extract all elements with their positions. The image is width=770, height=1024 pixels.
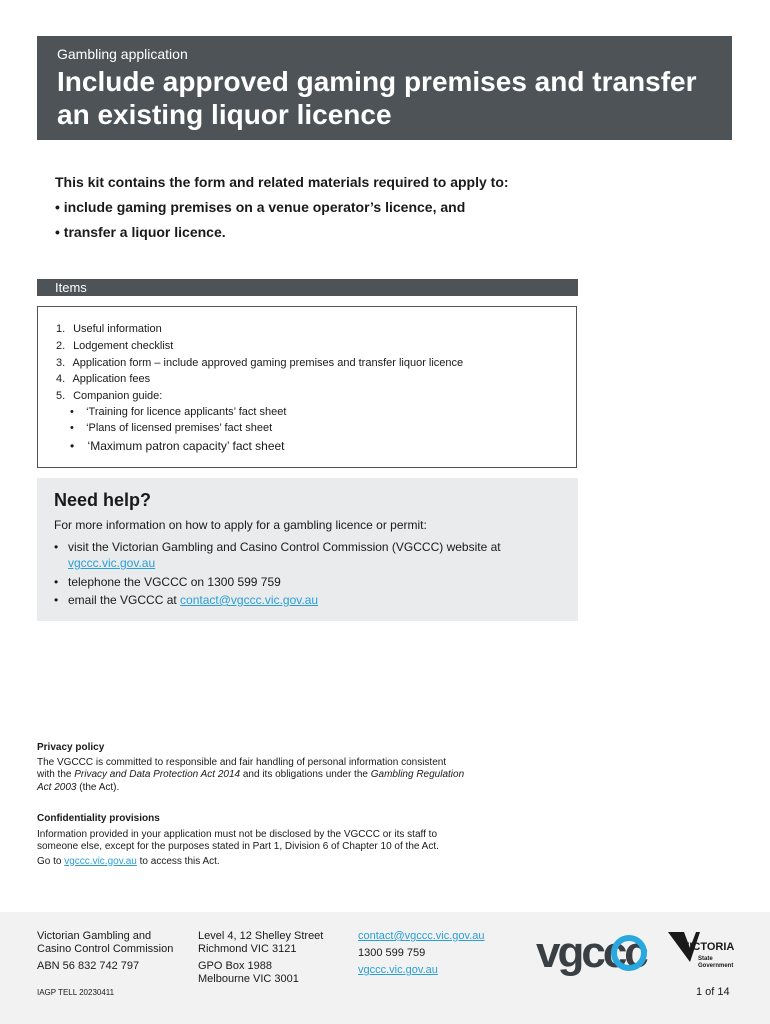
footer-email-link[interactable]: contact@vgccc.vic.gov.au xyxy=(358,930,485,942)
privacy-policy-section: Privacy policy The VGCCC is committed to responsible and fair handling of personal information consistent with the Privacy and Data Protection Act 2014 and its obligations under the Gambling Regulation Act 2003 (the Act). xyxy=(37,742,547,794)
page-number: 1 of 14 xyxy=(696,986,730,998)
svg-text:VICTORIA: VICTORIA xyxy=(682,941,735,953)
footer xyxy=(0,912,770,1024)
header-banner xyxy=(37,36,732,140)
footer-phone: 1300 599 759 xyxy=(358,947,426,959)
help-heading: Need help? xyxy=(54,490,152,510)
svg-text:Government: Government xyxy=(698,963,734,969)
intro-point-1: • include gaming premises on a venue operator’s licence, and xyxy=(55,199,466,215)
list-item: 4. Application fees xyxy=(56,373,151,385)
email-link[interactable]: contact@vgccc.vic.gov.au xyxy=(180,593,319,607)
privacy-title: Privacy policy xyxy=(37,742,105,753)
list-item: 1. Useful information xyxy=(56,323,162,335)
footer-organisation: Victorian Gambling and Casino Control Commission ABN 56 832 742 797 xyxy=(37,930,174,972)
footer-address: Level 4, 12 Shelley Street Richmond VIC 3121 GPO Box 1988 Melbourne VIC 3001 xyxy=(198,930,324,985)
items-list xyxy=(37,306,577,468)
list-item: 5. Companion guide: xyxy=(56,390,163,402)
sub-list-item: • ‘Plans of licensed premises’ fact sheet xyxy=(70,422,273,434)
list-item: 2. Lodgement checklist xyxy=(56,340,174,352)
sub-list-item: • ‘Maximum patron capacity’ fact sheet xyxy=(70,439,285,453)
list-item: 3. Application form – include approved gaming premises and transfer liquor licence xyxy=(56,357,464,369)
svg-text:State: State xyxy=(698,956,713,962)
footer-web-link[interactable]: vgccc.vic.gov.au xyxy=(358,964,438,976)
intro-lead: This kit contains the form and related materials required to apply to: xyxy=(55,174,509,190)
intro-point-2: • transfer a liquor licence. xyxy=(55,224,226,240)
help-bullet-website: • visit the Victorian Gambling and Casino Control Commission (VGCCC) website at vgccc.vic.gov.au xyxy=(54,540,501,570)
confidentiality-section: Confidentiality provisions Information provided in your application must not be disclosed by the VGCCC or its staff to someone else, except for the purposes stated in Part 1, Division 6 of Chapter 10 of the Act. Go to vgccc.vic.gov.au to access this Act. xyxy=(37,813,547,868)
act-link[interactable]: vgccc.vic.gov.au xyxy=(64,855,137,867)
confidentiality-title: Confidentiality provisions xyxy=(37,813,160,824)
need-help-panel: Need help? For more information on how to apply for a gambling licence or permit: • visit the Victorian Gambling and Casino Control Commission (VGCCC) website at vgccc.vic.gov.au • telephone the VGCCC on 1300 599 759 • email the VGCCC at contact@vgccc.vic.gov.au xyxy=(37,478,578,621)
items-heading-bar xyxy=(37,279,578,296)
document-code: IAGP TELL 20230411 xyxy=(37,988,115,997)
items-heading: Items xyxy=(55,280,87,295)
document-category: Gambling application xyxy=(57,46,188,62)
help-intro: For more information on how to apply for a gambling licence or permit: xyxy=(54,518,427,532)
footer-contact xyxy=(358,930,485,977)
vgccc-logo-text: vgccc xyxy=(536,928,646,977)
victoria-state-government-logo xyxy=(668,930,738,976)
document-title: Include approved gaming premises and transfer an existing liquor licence xyxy=(57,66,697,130)
sub-list-item: • ‘Training for licence applicants’ fact sheet xyxy=(70,406,287,418)
website-link[interactable]: vgccc.vic.gov.au xyxy=(68,556,156,570)
vgccc-logo xyxy=(536,927,656,979)
intro-section xyxy=(55,172,615,247)
